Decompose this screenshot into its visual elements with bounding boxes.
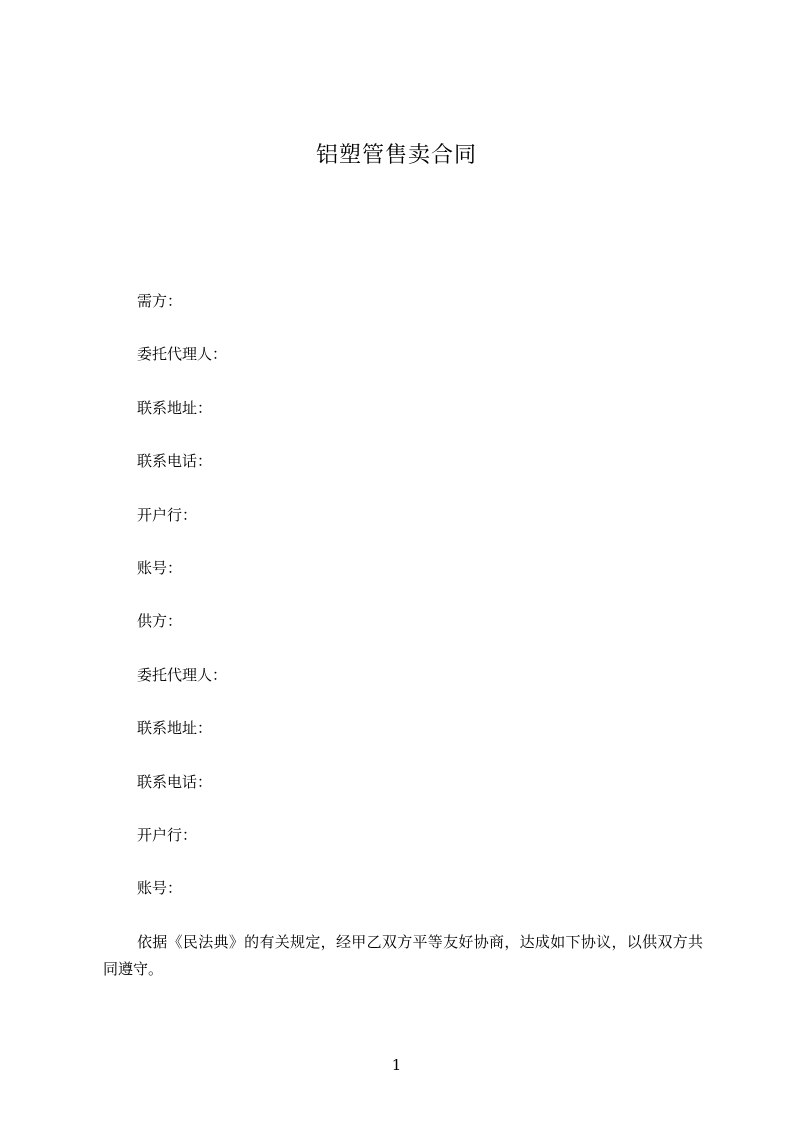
page-number: 1	[391, 1056, 402, 1074]
seller-agent-label: 委托代理人：	[137, 665, 228, 684]
contract-title: 铝塑管售卖合同	[315, 143, 477, 168]
seller-label: 供方：	[137, 612, 183, 631]
buyer-label: 需方：	[137, 292, 183, 310]
seller-bank-label: 开户行：	[137, 825, 198, 844]
buyer-bank-label: 开户行：	[137, 505, 198, 524]
buyer-address-label: 联系地址：	[137, 398, 213, 417]
intro-paragraph: 依据《民法典》的有关规定，经甲乙双方平等友好协商，达成如下协议，以供双方共同遵守。	[103, 933, 703, 978]
buyer-account-label: 账号：	[137, 558, 183, 577]
seller-phone-label: 联系电话：	[137, 772, 213, 791]
party-info-list	[137, 289, 227, 930]
seller-account-label: 账号：	[137, 879, 183, 898]
seller-address-label: 联系地址：	[137, 719, 213, 738]
buyer-phone-label: 联系电话：	[137, 452, 213, 471]
buyer-agent-label: 委托代理人：	[137, 345, 228, 364]
